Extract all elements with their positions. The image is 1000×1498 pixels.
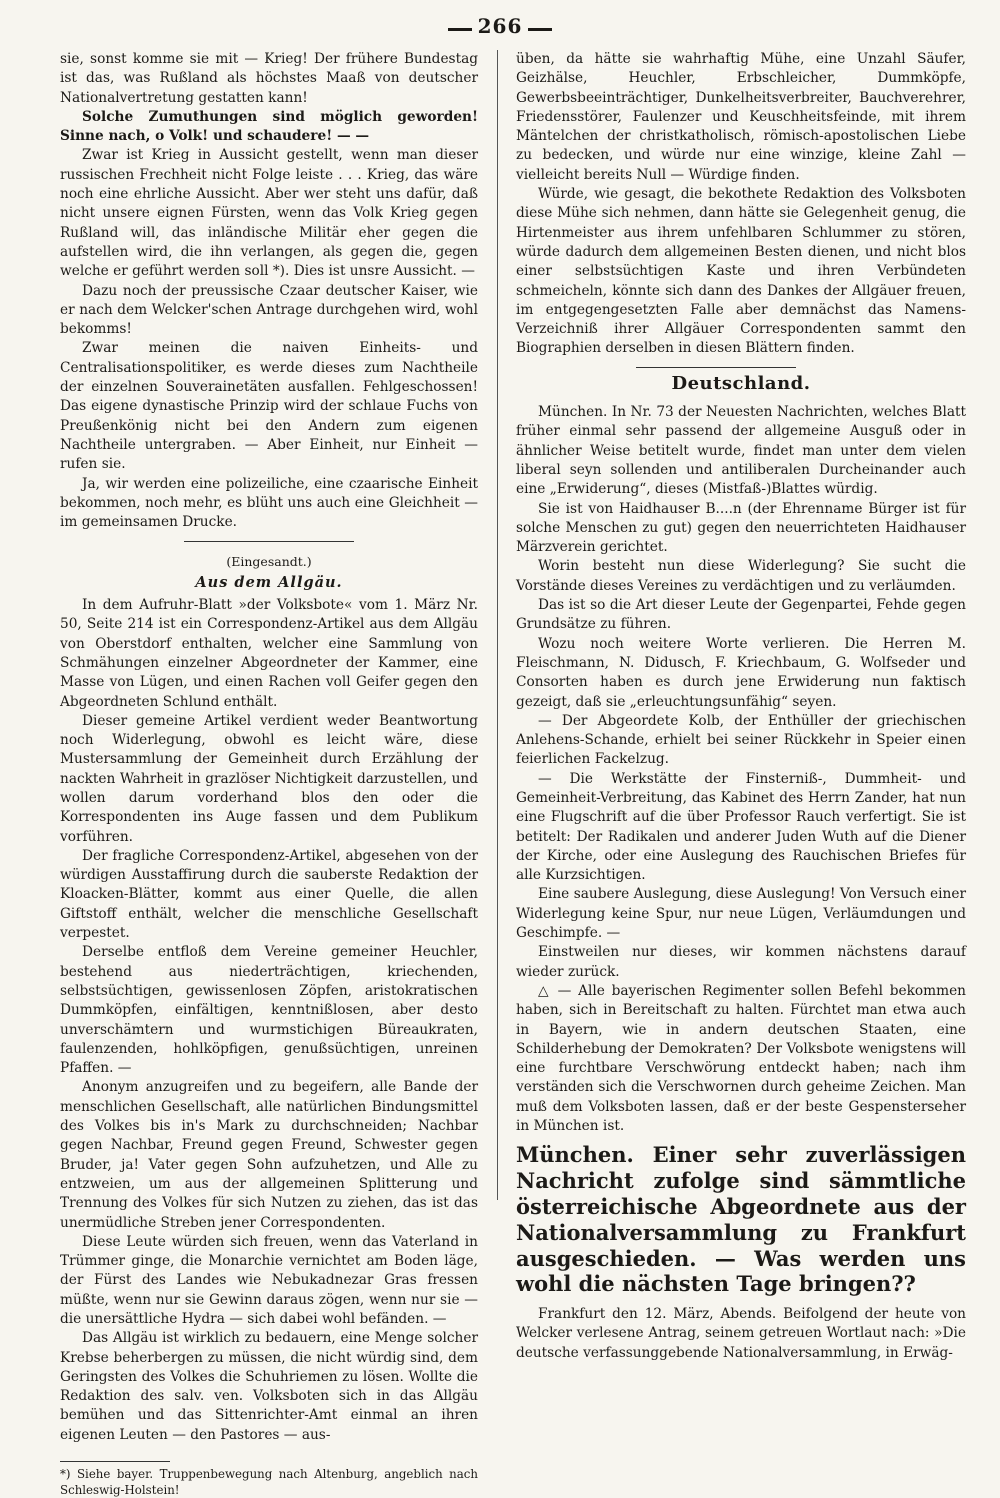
article-paragraph: Anonym anzugreifen und zu begeifern, alle Bande der menschlichen Gesellschaft, alle natürlichen Bindungsmittel des Volkes bis in's Mark zu durchschneiden; Nachbar gegen Nachbar, Freund gegen Freund, Schwester gegen Bruder, ja! Vater gegen Sohn aufzuhetzen, und Alle zu entzweien, um aus der allgemeinen Splitterung und Trennung des Volkes für sich Nutzen zu ziehen, das ist das unermüdliche Streben jener Correspondenten. [60, 1079, 478, 1231]
headline: München. Einer sehr zuverlässigen Nachricht zufolge sind sämmtliche österreichische Abgeordnete aus der Nationalversammlung zu Frankfurt ausgeschieden. — Was werden uns wohl die nächsten Tage bringen?? [516, 1142, 966, 1297]
submitted-label: (Eingesandt.) [226, 554, 312, 570]
right-column [516, 50, 966, 1363]
header-dash-right [528, 28, 552, 31]
closing-paragraph: Frankfurt den 12. März, Abends. Beifolgend der heute von Welcker verlesene Antrag, seinem getreuen Wortlaut nach: »Die deutsche verfassunggebende Nationalversammlung, in Erwäg- [516, 1306, 966, 1361]
paragraph: Solche Zumuthungen sind möglich geworden! Sinne nach, o Volk! und schaudere! — — [60, 108, 478, 145]
news-paragraph: — Der Abgeordete Kolb, der Enthüller der griechischen Anlehens-Schande, erhielt bei seiner Rückkehr in Speier einen feierlichen Fackelzug. [516, 712, 966, 768]
news-paragraph: △ — Alle bayerischen Regimenter sollen Befehl bekommen haben, sich in Bereitschaft zu halten. Fürchtet man etwa auch in Bayern, wie in andern deutschen Staaten, eine Schilderhebung der Demokraten? Der Volksbote wenigstens will eine furchtbare Verschwörung entdeckt haben; nach ihm verständen sich die Verschwornen durch geheime Zeichen. Man muß dem Volksboten lassen, daß er der beste Gespensterseher in München ist. [516, 982, 966, 1135]
news-paragraph: — Die Werkstätte der Finsterniß-, Dummheit- und Gemeinheit-Verbreitung, das Kabinet des Herrn Zander, hat nun eine Flugschrift auf die über Professor Rauch verfertigt. Sie ist betitelt: Der Radikalen und anderer Juden Wuth auf die Diener der Kirche, oder eine Auslegung des Rauchischen Briefes für alle Kurzsichtigen. [516, 770, 966, 884]
news-paragraph: Eine saubere Auslegung, diese Auslegung! Von Versuch einer Widerlegung keine Spur, nur neue Lügen, Verläumdungen und Geschimpfe. — [516, 886, 966, 942]
paragraph: Ja, wir werden eine polizeiliche, eine czaarische Einheit bekommen, noch mehr, es blüht uns auch eine Gleichheit — im gemeinsamen Drucke. [60, 475, 478, 531]
article-title: Aus dem Allgäu. [195, 573, 343, 591]
separator-rule [636, 367, 796, 368]
separator-rule [184, 541, 354, 542]
paragraph: Würde, wie gesagt, die bekothete Redaktion des Volksboten diese Mühe sich nehmen, dann hätte sie Gelegenheit genug, die Hirtenmeister aus ihrem unfehlbaren Schlummer zu stören, würde dadurch dem allgemeinen Besten dienen, und nicht blos einer selbstsüchtigen Kaste und ihren Verbündeten schmeicheln, könnte sich dann des Dankes der Allgäuer freuen, im entgegengesetzten Falle aber demnächst das Namens-Verzeichniß ihrer Allgäuer Correspondenten sammt den Biographien derselben in diesen Blättern finden. [516, 186, 966, 357]
article-paragraph: Dieser gemeine Artikel verdient weder Beantwortung noch Widerlegung, obwohl es leicht wäre, diese Mustersammlung der Gemeinheit durch Erzählung der nackten Wahrheit in grazlöser Nichtigkeit darzustellen, und wollen darum vorderhand blos den oder die Korrespondenten ins Auge fassen und dem Publikum vorführen. [60, 712, 478, 845]
paragraph: Zwar ist Krieg in Aussicht gestellt, wenn man dieser russischen Frechheit nicht Folge leiste . . . Krieg, das wäre noch eine ehrliche Aussicht. Aber wer steht uns dafür, daß nicht unsere eignen Fürsten, wenn das Volk Krieg gegen Rußland will, das inländische Militär eher gegen die aufstellen wird, die ihn verlangen, als gegen die, gegen welche er geführt werden soll *). Dies ist unsre Aussicht. — [60, 147, 478, 280]
article-paragraph: Diese Leute würden sich freuen, wenn das Vaterland in Trümmer ginge, die Monarchie vernichtet am Boden läge, der Fürst des Landes wie Nebukadnezar Gras fressen müßte, wenn nur sie Gewinn daraus zögen, wenn nur sie — die unersättliche Hydra — sich dabei wohl befänden. — [60, 1233, 478, 1327]
article-paragraph: In dem Aufruhr-Blatt »der Volksbote« vom 1. März Nr. 50, Seite 214 ist ein Correspondenz-Artikel aus dem Allgäu von Oberstdorf enthalten, welcher eine Sammlung von Schmähungen einzelner Abgeordneter der Kammer, eine Masse von Lügen, und einen Rachen voll Geifer gegen den Abgeordneten Schlund enthält. [60, 597, 478, 710]
footnote: *) Siehe bayer. Truppenbewegung nach Altenburg, angeblich nach Schleswig-Holstein! [60, 1467, 478, 1498]
page-header [0, 10, 1000, 42]
left-column [60, 50, 478, 1498]
section-title: Deutschland. [671, 372, 811, 394]
page-number: 266 [477, 14, 523, 38]
paragraph: Dazu noch der preussische Czaar deutscher Kaiser, wie er nach dem Welcker'schen Antrage durchgehen wird, wohl bekomms! [60, 282, 478, 338]
column-divider [497, 50, 498, 1200]
article-paragraph: Derselbe entfloß dem Vereine gemeiner Heuchler, bestehend aus niederträchtigen, kriechenden, selbstsüchtigen, gewissenlosen Zöpfen, aristokratischen Dummköpfen, einfältigen, kenntnißlosen, aber desto unverschämtern und wurmstichigen Büreaukraten, faulenzenden, hohlköpfigen, genußsüchtigen, unreinen Pfaffen. — [60, 944, 478, 1077]
paragraph: sie, sonst komme sie mit — Krieg! Der frühere Bundestag ist das, was Rußland als höchstes Maaß von deutscher Nationalvertretung gestatten kann! [60, 51, 478, 106]
article-paragraph: Der fragliche Correspondenz-Artikel, abgesehen von der würdigen Ausstaffirung durch die sauberste Redaktion der Kloacken-Blätter, kommt aus einer Quelle, die allen Giftstoff enthält, welcher die menschliche Gesellschaft verpestet. [60, 847, 478, 942]
news-paragraph: Sie ist von Haidhauser B....n (der Ehrenname Bürger ist für solche Menschen zu gut) gegen den neuerrichteten Haidhauser Märzverein gerichtet. [516, 500, 966, 556]
news-paragraph: Einstweilen nur dieses, wir kommen nächstens darauf wieder zurück. [516, 944, 966, 980]
news-paragraph: München. In Nr. 73 der Neuesten Nachrichten, welches Blatt früher einmal sehr passend der allgemeine Ausguß oder in ähnlicher Weise betitelt wurde, findet man unter dem vielen liberal seyn sollenden und antiliberalen Durcheinander auch eine „Erwiderung“, dieses (Mistfaß-)Blattes würdig. [516, 404, 966, 498]
paragraph: Zwar meinen die naiven Einheits- und Centralisationspolitiker, es werde dieses zum Nachtheile der einzelnen Souverainetäten ausfallen. Fehlgeschossen! Das eigene dynastische Prinzip wird der schlaue Fuchs von Preußenkönig nicht bei den Andern zum eigenen Nachtheile untergraben. — Aber Einheit, nur Einheit — rufen sie. [60, 340, 478, 473]
news-paragraph: Wozu noch weitere Worte verlieren. Die Herren M. Fleischmann, N. Didusch, F. Kriechbaum, G. Wolfseder und Consorten haben es durch jene Erwiderung nun faktisch gezeigt, daß sie „erleuchtungsunfähig“ seyen. [516, 635, 966, 710]
news-paragraph: Das ist so die Art dieser Leute der Gegenpartei, Fehde gegen Grundsätze zu führen. [516, 597, 966, 633]
paragraph: üben, da hätte sie wahrhaftig Mühe, eine Unzahl Säufer, Geizhälse, Heuchler, Erbschleicher, Dummköpfe, Gewerbsbeeinträchtiger, Dunkelheitsverbreiter, Bauchverehrer, Friedensstörer, Faulenzer und Keuschheitsfeinde, mit ihrem Mäntelchen der christkatholisch, römisch-apostolischen Liebe zu bedecken, und würde nur eine winzige, kleine Zahl — vielleicht bereits Null — Würdige finden. [516, 51, 966, 183]
article-paragraph: Das Allgäu ist wirklich zu bedauern, eine Menge solcher Krebse beherbergen zu müssen, die nicht würdig sind, dem Geringsten des Volkes die Schuhriemen zu lösen. Wollte die Redaktion des salv. ven. Volksboten sich in das Allgäu bemühen und das Sittenrichter-Amt einmal an ihren eigenen Leuten — den Pastores — aus- [60, 1330, 478, 1443]
footnote-rule [60, 1461, 170, 1462]
news-paragraph: Worin besteht nun diese Widerlegung? Sie sucht die Vorstände dieses Vereines zu verdächtigen und zu verläumden. [516, 558, 966, 594]
